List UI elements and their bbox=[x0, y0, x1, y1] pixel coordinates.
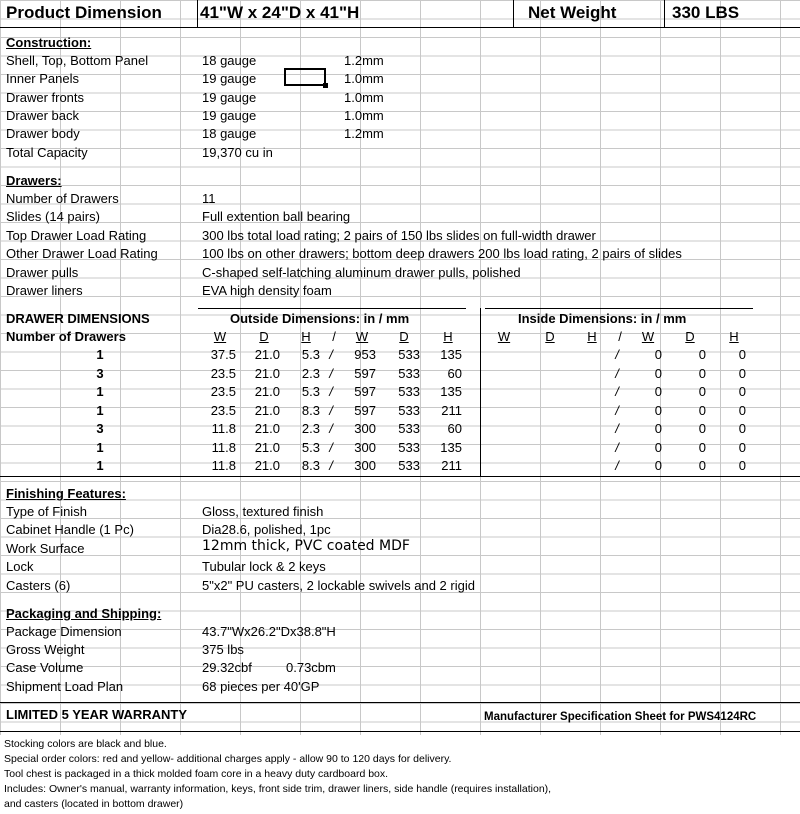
construction-row-label: Drawer body bbox=[6, 126, 80, 141]
outside-dimension-cell: 21.0 bbox=[254, 402, 280, 418]
outside-dimension-cell: 533 bbox=[398, 439, 420, 455]
warranty-bottom-rule bbox=[0, 731, 800, 732]
inside-dimension-cell: / bbox=[615, 458, 619, 473]
outside-dimension-cell: / bbox=[329, 458, 333, 473]
inside-dimension-cell: 0 bbox=[654, 347, 662, 362]
drawer-count-cell: 3 bbox=[96, 365, 104, 381]
inside-dimension-cell: 0 bbox=[654, 439, 662, 455]
col-header: W bbox=[355, 329, 369, 344]
drawers-row-value: 100 lbs on other drawers; bottom deep drawers 200 lbs load rating, 2 pairs of slides bbox=[202, 246, 682, 261]
outside-dimension-cell: 21.0 bbox=[254, 439, 280, 455]
drawers-row-label: Drawer liners bbox=[6, 283, 83, 298]
outside-dimension-cell: 5.3 bbox=[301, 347, 320, 362]
packaging-row-value: 375 lbs bbox=[202, 642, 244, 657]
outside-dimension-cell: 953 bbox=[354, 347, 376, 362]
inside-dimension-cell: 0 bbox=[654, 402, 662, 418]
drawer-count-cell: 1 bbox=[96, 402, 104, 418]
col-header: D bbox=[259, 329, 269, 344]
drawers-row-value: 11 bbox=[202, 191, 216, 206]
construction-row-gauge: 18 gauge bbox=[202, 126, 257, 141]
inside-dimension-cell: / bbox=[615, 421, 619, 436]
finishing-row-value: 5"x2" PU casters, 2 lockable swivels and 2 rigid bbox=[202, 578, 475, 593]
inside-dimension-cell: / bbox=[615, 402, 619, 418]
note-line: and casters (located in bottom drawer) bbox=[4, 798, 184, 810]
header-divider-v3 bbox=[664, 0, 665, 27]
outside-dimension-cell: / bbox=[329, 365, 333, 381]
construction-row-gauge: 19 gauge bbox=[202, 108, 257, 123]
drawers-row-value: C-shaped self-latching aluminum drawer pulls, polished bbox=[202, 265, 521, 280]
outside-dimension-cell: / bbox=[329, 384, 333, 399]
inside-dimension-cell: 0 bbox=[738, 458, 746, 473]
finishing-row-value: 12mm thick, PVC coated MDF bbox=[202, 538, 410, 554]
construction-row-gauge: 18 gauge bbox=[202, 53, 257, 68]
packaging-row-value: 43.7"Wx26.2"Dx38.8"H bbox=[202, 624, 336, 639]
col-header: W bbox=[497, 329, 511, 344]
outside-dimension-cell: 23.5 bbox=[210, 384, 236, 399]
number-of-drawers-label: Number of Drawers bbox=[6, 329, 126, 344]
inside-dimension-cell: 0 bbox=[698, 384, 706, 399]
outside-dimension-cell: / bbox=[329, 347, 333, 362]
construction-row-gauge: 19 gauge bbox=[202, 90, 257, 105]
outside-dimension-cell: 21.0 bbox=[254, 347, 280, 362]
outside-dimension-cell: 533 bbox=[398, 384, 420, 399]
finishing-row-value: Gloss, textured finish bbox=[202, 504, 324, 519]
construction-row-gauge: 19 gauge bbox=[202, 71, 257, 86]
outside-dimension-cell: 597 bbox=[354, 365, 376, 381]
outside-dimension-cell: 21.0 bbox=[254, 384, 280, 399]
note-line: Stocking colors are black and blue. bbox=[4, 738, 167, 750]
outside-dimension-cell: 135 bbox=[440, 384, 462, 399]
inside-dimension-cell: / bbox=[615, 439, 619, 455]
inside-dimension-cell: 0 bbox=[654, 458, 662, 473]
drawer-dimensions-heading: DRAWER DIMENSIONS bbox=[6, 311, 150, 326]
packaging-row-value: 29.32cbf bbox=[202, 660, 252, 675]
outside-dimension-cell: 300 bbox=[354, 458, 376, 473]
header-divider-v1 bbox=[197, 0, 198, 27]
outside-dimension-cell: 533 bbox=[398, 365, 420, 381]
net-weight-label: Net Weight bbox=[528, 3, 617, 22]
outside-dimension-cell: 597 bbox=[354, 384, 376, 399]
drawers-row-value: 300 lbs total load rating; 2 pairs of 150 lbs slides on full-width drawer bbox=[202, 228, 596, 243]
construction-row-label: Drawer back bbox=[6, 108, 79, 123]
col-header: D bbox=[399, 329, 409, 344]
outside-dimension-cell: 8.3 bbox=[301, 402, 320, 418]
outside-dimension-cell: 21.0 bbox=[254, 458, 280, 473]
col-header: W bbox=[641, 329, 655, 344]
outside-dimension-cell: / bbox=[329, 402, 333, 418]
drawer-count-cell: 1 bbox=[96, 384, 104, 399]
inside-dimension-cell: 0 bbox=[738, 402, 746, 418]
finishing-heading: Finishing Features: bbox=[6, 486, 126, 501]
construction-row-label: Inner Panels bbox=[6, 71, 79, 86]
outside-dimension-cell: 533 bbox=[398, 421, 420, 436]
construction-row-mm: 1.0mm bbox=[344, 108, 384, 123]
inside-dimension-cell: / bbox=[615, 384, 619, 399]
outside-dimension-cell: 60 bbox=[447, 421, 462, 436]
outside-dimension-cell: 23.5 bbox=[210, 402, 236, 418]
drawer-count-cell: 3 bbox=[96, 421, 104, 436]
inside-dimensions-heading: Inside Dimensions: in / mm bbox=[518, 311, 687, 326]
table-divider bbox=[480, 308, 481, 476]
note-line: Tool chest is packaged in a thick molded foam core in a heavy duty cardboard box. bbox=[4, 768, 389, 780]
outside-dimension-cell: 11.8 bbox=[211, 439, 236, 455]
inside-dimension-cell: 0 bbox=[698, 365, 706, 381]
drawer-count-cell: 1 bbox=[96, 347, 104, 362]
finishing-row-value: Tubular lock & 2 keys bbox=[202, 559, 326, 574]
outside-dimension-cell: 597 bbox=[354, 402, 376, 418]
packaging-heading: Packaging and Shipping: bbox=[6, 606, 162, 621]
outside-dimension-cell: 533 bbox=[398, 402, 420, 418]
col-header: / bbox=[332, 329, 336, 344]
outside-dimension-cell: 60 bbox=[447, 365, 462, 381]
outside-heading-rule bbox=[198, 308, 466, 309]
inside-dimension-cell: 0 bbox=[698, 421, 706, 436]
packaging-row-value2: 0.73cbm bbox=[286, 660, 336, 675]
drawer-count-cell: 1 bbox=[96, 458, 104, 473]
inside-dimension-cell: 0 bbox=[738, 384, 746, 399]
header-divider-v2 bbox=[513, 0, 514, 27]
outside-dimension-cell: 300 bbox=[354, 439, 376, 455]
outside-dimension-cell: 23.5 bbox=[210, 365, 236, 381]
construction-row-label: Drawer fronts bbox=[6, 90, 85, 105]
col-header: H bbox=[443, 329, 453, 344]
outside-dimension-cell: 11.8 bbox=[211, 458, 236, 473]
packaging-row-label: Shipment Load Plan bbox=[6, 679, 124, 694]
header-divider bbox=[0, 27, 800, 28]
inside-dimension-cell: 0 bbox=[698, 347, 706, 362]
finishing-row-label: Lock bbox=[6, 559, 34, 574]
inside-dimension-cell: 0 bbox=[738, 365, 746, 381]
outside-dimension-cell: 21.0 bbox=[254, 421, 280, 436]
outside-dimension-cell: 8.3 bbox=[301, 458, 320, 473]
drawers-row-label: Top Drawer Load Rating bbox=[6, 228, 147, 243]
packaging-row-label: Package Dimension bbox=[6, 624, 122, 639]
outside-dimensions-heading: Outside Dimensions: in / mm bbox=[230, 311, 410, 326]
outside-dimension-cell: 2.3 bbox=[301, 421, 320, 436]
construction-row-label: Shell, Top, Bottom Panel bbox=[6, 53, 149, 68]
drawer-count-cell: 1 bbox=[96, 439, 104, 455]
outside-dimension-cell: 211 bbox=[441, 402, 462, 418]
construction-row-mm: 1.2mm bbox=[344, 53, 384, 68]
notes-box bbox=[0, 735, 800, 814]
finishing-row-label: Type of Finish bbox=[6, 504, 87, 519]
drawers-row-value: Full extention ball bearing bbox=[202, 209, 351, 224]
col-header: H bbox=[729, 329, 739, 344]
net-weight-value: 330 LBS bbox=[672, 3, 740, 22]
inside-dimension-cell: 0 bbox=[738, 421, 746, 436]
inside-dimension-cell: 0 bbox=[654, 384, 662, 399]
packaging-row-value: 68 pieces per 40'GP bbox=[202, 679, 320, 694]
finishing-row-label: Work Surface bbox=[6, 541, 85, 556]
inside-dimension-cell: / bbox=[615, 347, 619, 362]
table-bottom-rule bbox=[0, 476, 800, 477]
inside-dimension-cell: 0 bbox=[698, 402, 706, 418]
total-capacity-value: 19,370 cu in bbox=[202, 145, 273, 160]
total-capacity-label: Total Capacity bbox=[6, 145, 88, 160]
outside-dimension-cell: 135 bbox=[440, 347, 462, 362]
inside-dimension-cell: 0 bbox=[698, 439, 706, 455]
inside-heading-rule bbox=[485, 308, 753, 309]
outside-dimension-cell: / bbox=[329, 421, 333, 436]
product-dimension-label: Product Dimension bbox=[6, 3, 162, 22]
col-header: W bbox=[213, 329, 227, 344]
inside-dimension-cell: / bbox=[615, 365, 619, 381]
outside-dimension-cell: 5.3 bbox=[301, 384, 320, 399]
outside-dimension-cell: / bbox=[329, 439, 333, 455]
selected-cell[interactable] bbox=[284, 68, 326, 86]
construction-heading: Construction: bbox=[6, 35, 92, 50]
inside-dimension-cell: 0 bbox=[654, 421, 662, 436]
construction-row-mm: 1.0mm bbox=[344, 71, 384, 86]
outside-dimension-cell: 2.3 bbox=[301, 365, 320, 381]
inside-dimension-cell: 0 bbox=[738, 347, 746, 362]
finishing-row-label: Casters (6) bbox=[6, 578, 71, 593]
drawers-row-label: Number of Drawers bbox=[6, 191, 119, 206]
col-header: / bbox=[618, 329, 622, 344]
finishing-row-value: Dia28.6, polished, 1pc bbox=[202, 522, 331, 537]
packaging-row-label: Gross Weight bbox=[6, 642, 85, 657]
outside-dimension-cell: 135 bbox=[440, 439, 462, 455]
outside-dimension-cell: 5.3 bbox=[301, 439, 320, 455]
construction-row-mm: 1.0mm bbox=[344, 90, 384, 105]
drawers-row-label: Other Drawer Load Rating bbox=[6, 246, 158, 261]
outside-dimension-cell: 533 bbox=[398, 347, 420, 362]
drawers-row-label: Drawer pulls bbox=[6, 265, 79, 280]
spec-sheet-label: Manufacturer Specification Sheet for PWS4124RC bbox=[484, 711, 757, 723]
outside-dimension-cell: 211 bbox=[441, 458, 462, 473]
outside-dimension-cell: 37.5 bbox=[210, 347, 236, 362]
outside-dimension-cell: 21.0 bbox=[254, 365, 280, 381]
col-header: D bbox=[545, 329, 555, 344]
col-header: D bbox=[685, 329, 695, 344]
inside-dimension-cell: 0 bbox=[698, 458, 706, 473]
packaging-row-label: Case Volume bbox=[6, 660, 84, 675]
col-header: H bbox=[587, 329, 597, 344]
drawers-row-label: Slides (14 pairs) bbox=[6, 209, 100, 224]
outside-dimension-cell: 533 bbox=[398, 458, 420, 473]
outside-dimension-cell: 11.8 bbox=[211, 421, 236, 436]
inside-dimension-cell: 0 bbox=[738, 439, 746, 455]
col-header: H bbox=[301, 329, 311, 344]
drawers-row-value: EVA high density foam bbox=[202, 283, 332, 298]
note-line: Special order colors: red and yellow- additional charges apply - allow 90 to 120 days for delivery. bbox=[4, 753, 452, 765]
product-dimension-value: 41"W x 24"D x 41"H bbox=[200, 3, 360, 22]
warranty-top-rule bbox=[0, 702, 800, 703]
finishing-row-label: Cabinet Handle (1 Pc) bbox=[6, 522, 134, 537]
drawers-heading: Drawers: bbox=[6, 173, 62, 188]
construction-row-mm: 1.2mm bbox=[344, 126, 384, 141]
note-line: Includes: Owner's manual, warranty information, keys, front side trim, drawer liners, side handle (requires installation), bbox=[4, 783, 552, 795]
inside-dimension-cell: 0 bbox=[654, 365, 662, 381]
outside-dimension-cell: 300 bbox=[354, 421, 376, 436]
warranty-text: LIMITED 5 YEAR WARRANTY bbox=[6, 707, 188, 722]
